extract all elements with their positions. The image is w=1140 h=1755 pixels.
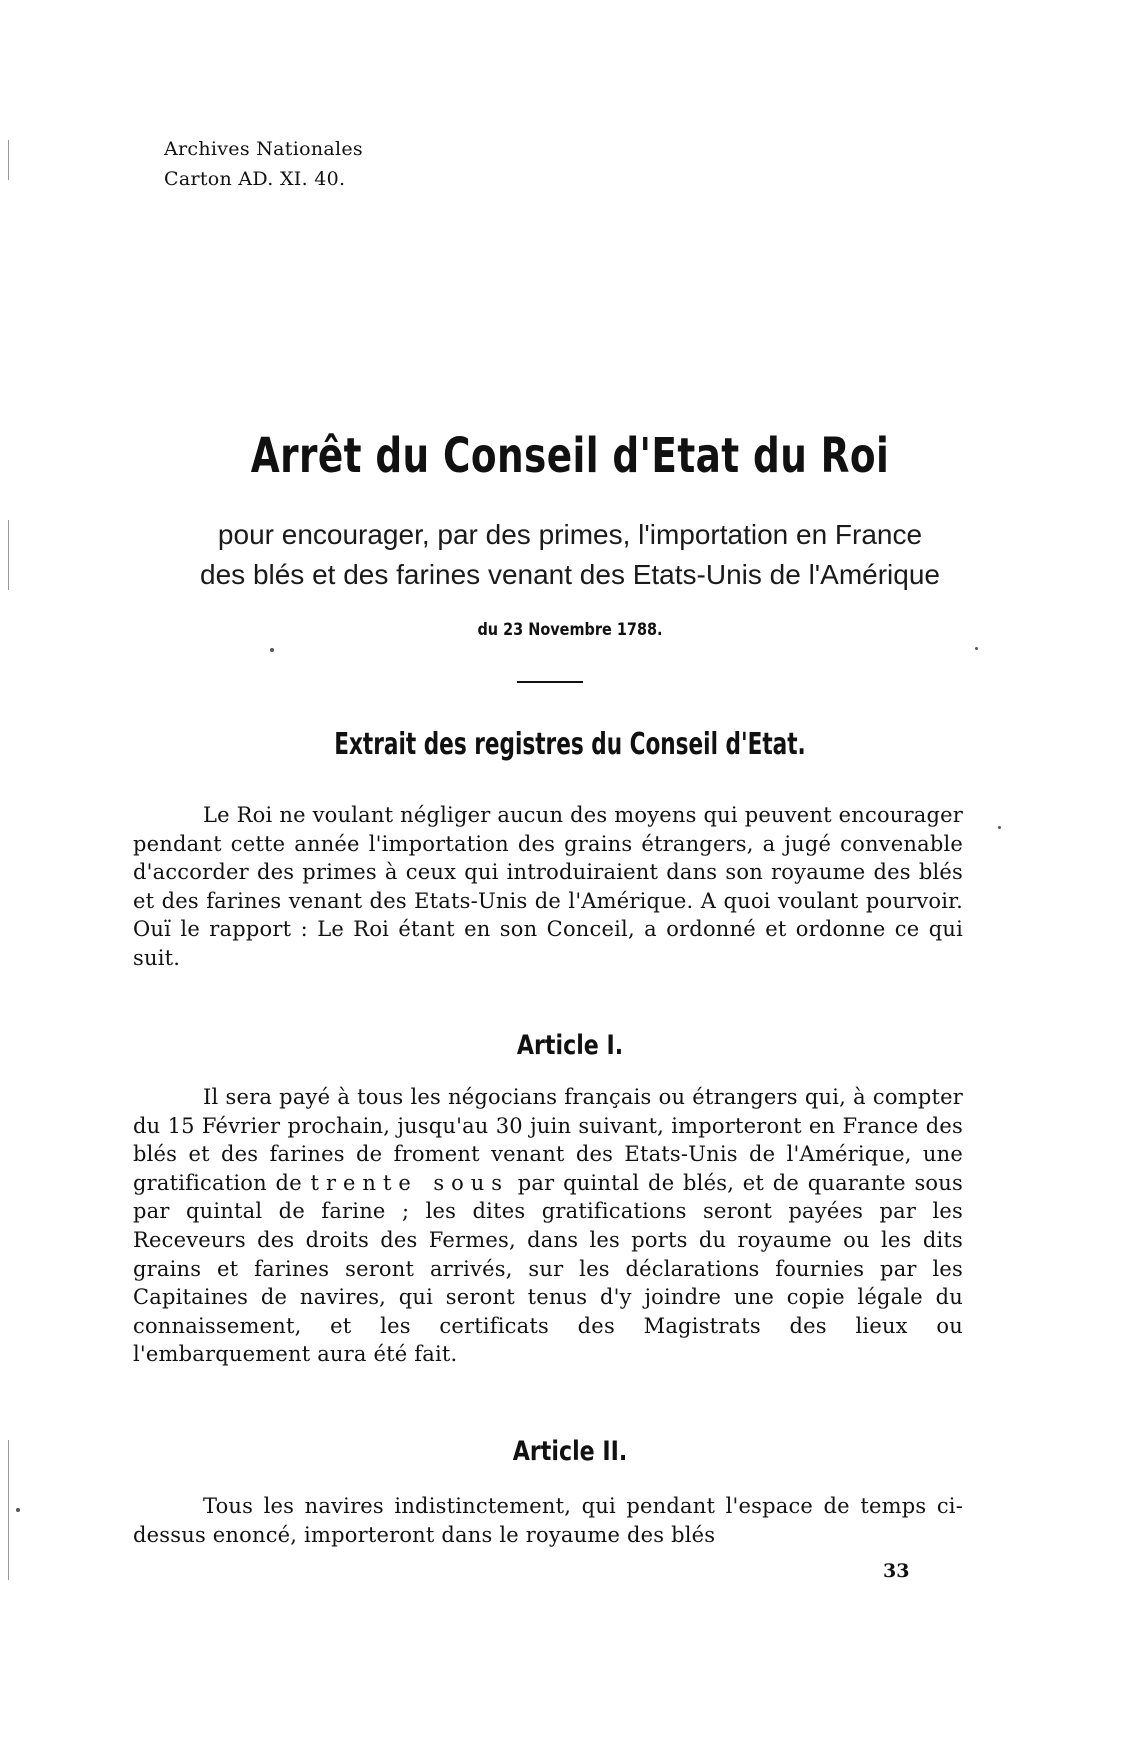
scan-speck	[16, 1508, 20, 1512]
page-number: 33	[883, 1560, 910, 1582]
article-1-heading: Article I.	[516, 1030, 624, 1061]
article-1-text	[133, 1083, 963, 1369]
article-2-text: Tous les navires indistinctement, qui pendant l'espace de temps ci-dessus enoncé, importeront dans le royaume des blés	[133, 1494, 963, 1547]
scan-edge-mark	[8, 1440, 9, 1580]
subtitle-line-1: pour encourager, par des primes, l'importation en France	[217, 519, 923, 550]
extract-heading: Extrait des registres du Conseil d'Etat.	[334, 727, 806, 762]
scan-speck	[270, 648, 274, 652]
subtitle-line-2: des blés et des farines venant des Etats-Unis de l'Amérique	[200, 559, 940, 590]
scan-speck	[998, 826, 1001, 829]
archive-line-1: Archives Nationales	[164, 138, 363, 160]
archive-line-2: Carton AD. XI. 40.	[164, 168, 346, 190]
scan-edge-mark	[8, 520, 9, 590]
article-2-heading: Article II.	[512, 1436, 628, 1467]
scan-speck	[975, 647, 978, 650]
article-1-spaced-text: trente sous	[310, 1170, 510, 1195]
article-1-text-after: par quintal de blés, et de quarante sous par quintal de farine ; les dites gratifications seront payées par les Receveurs des droits des Fermes, dans les ports du royaume ou les dits grains et farines seront arrivés, sur les déclarations fournies par les Capitaines de navires, qui seront tenus d'y joindre une copie légale du connaissement, et les certificats des Magistrats des lieux ou l'embarquement aura été fait.	[133, 1170, 963, 1367]
document-subtitle	[120, 515, 1020, 595]
preamble-paragraph: Le Roi ne voulant négliger aucun des moyens qui peuvent encourager pendant cette année l'importation des grains étrangers, a jugé convenable d'accorder des primes à ceux qui introduiraient dans son royaume des blés et des farines venant des Etats-Unis de l'Amérique. A quoi voulant pourvoir. Ouï le rapport : Le Roi étant en son Conceil, a ordonné et ordonne ce qui suit.	[133, 803, 963, 970]
article-1-text-before: Il sera payé à tous les négocians français ou étrangers qui, à compter du 15 Février prochain, jusqu'au 30 juin suivant, importeront en France des blés et des farines de froment venant des Etats-Unis de l'Amérique, une gratification de	[133, 1085, 963, 1195]
separator-rule	[517, 681, 583, 683]
document-date: du 23 Novembre 1788.	[477, 620, 663, 640]
scan-edge-mark	[8, 140, 9, 180]
archive-reference	[164, 134, 363, 194]
document-title: Arrêt du Conseil d'Etat du Roi	[250, 428, 890, 484]
